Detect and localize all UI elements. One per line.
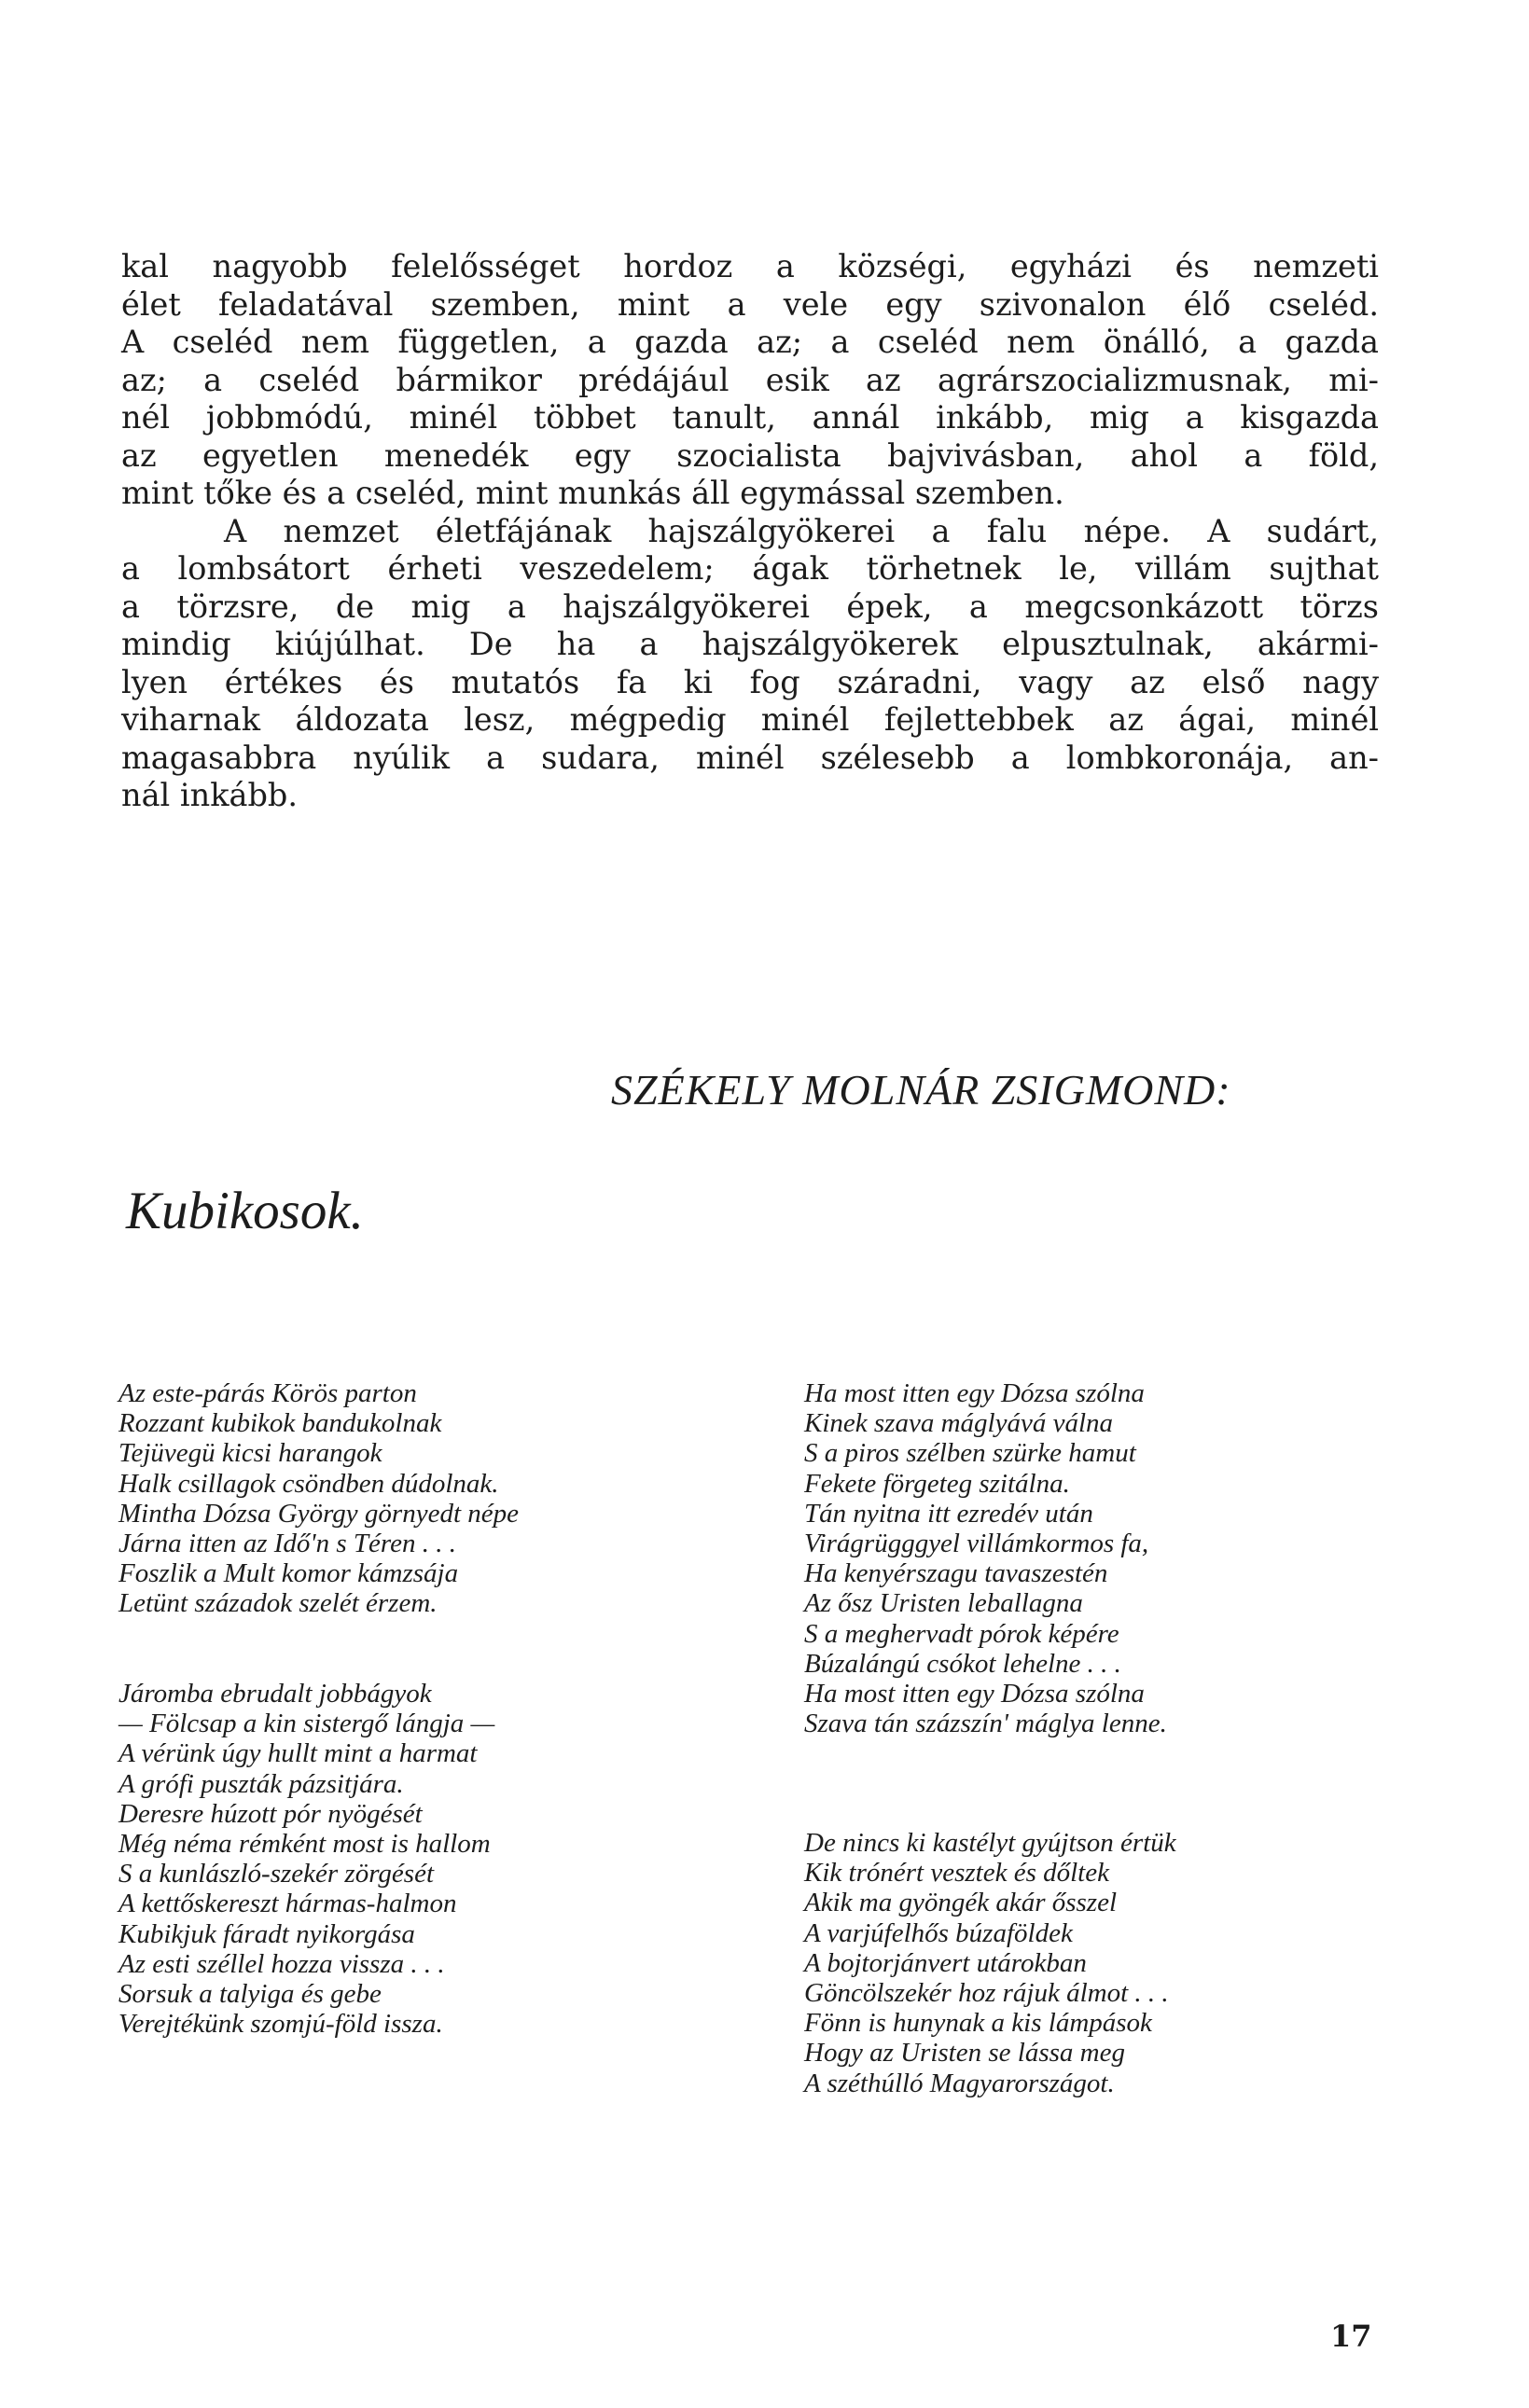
text-line: mint tőke és a cseléd, mint munkás áll egymással szemben. xyxy=(121,475,1064,511)
verse-line: S a piros szélben szürke hamut xyxy=(804,1438,1136,1469)
verse-line: Kinek szava máglyává válna xyxy=(804,1408,1114,1439)
verse-line: A varjúfelhős búzaföldek xyxy=(804,1917,1073,1948)
verse-line: Hogy az Uristen se lássa meg xyxy=(804,2038,1125,2069)
verse-line: Ha most itten egy Dózsa szólna xyxy=(804,1679,1145,1709)
verse-line: Akik ma gyöngék akár ősszel xyxy=(804,1888,1118,1918)
text-line: lyen értékes és mutatós fa ki fog száradni, vagy az első nagy xyxy=(121,663,1379,700)
verse-line: Az ősz Uristen leballagna xyxy=(804,1588,1083,1619)
text-line: A cseléd nem független, a gazda az; a cseléd nem önálló, a gazda xyxy=(121,324,1379,360)
verse-line: A grófi puszták pázsitjára. xyxy=(118,1768,404,1799)
verse-line: Tejüvegü kicsi harangok xyxy=(118,1438,382,1469)
verse-line: Sorsuk a talyiga és gebe xyxy=(118,1979,382,2010)
page-number: 17 xyxy=(1330,2318,1372,2354)
verse-line: Verejtékünk szomjú-föld issza. xyxy=(118,2009,443,2040)
poem-stanza xyxy=(804,1828,1176,2098)
text-line: az egyetlen menedék egy szocialista bajvivásban, ahol a föld, xyxy=(121,436,1379,474)
verse-line: — Fölcsap a kin sistergő lángja — xyxy=(118,1709,495,1739)
text-line: nél jobbmódú, minél többet tanult, annál inkább, mig a kisgazda xyxy=(121,399,1379,436)
verse-line: Ha most itten egy Dózsa szólna xyxy=(804,1378,1145,1408)
verse-line: Deresre húzott pór nyögését xyxy=(118,1798,423,1829)
text-line: A nemzet életfájának hajszálgyökerei a falu népe. A sudárt, xyxy=(224,512,1379,549)
verse-line: Ha kenyérszagu tavaszestén xyxy=(804,1558,1108,1589)
verse-line: Járna itten az Idő'n s Téren . . . xyxy=(118,1529,456,1559)
verse-line: Búzalángú csókot lehelne . . . xyxy=(804,1648,1121,1679)
verse-line: Rozzant kubikok bandukolnak xyxy=(118,1408,442,1439)
paragraph-1 xyxy=(121,248,1379,513)
verse-line: S a meghervadt pórok képére xyxy=(804,1618,1119,1649)
verse-line: Göncölszekér hoz rájuk álmot . . . xyxy=(804,1978,1169,2009)
paragraph-2 xyxy=(121,513,1379,815)
text-line: az; a cseléd bármikor prédájául esik az agrárszocializmusnak, mi- xyxy=(121,361,1379,398)
text-line: nál inkább. xyxy=(121,777,299,813)
author-name: SZÉKELY MOLNÁR ZSIGMOND: xyxy=(611,1066,1231,1114)
prose-text xyxy=(121,248,1379,815)
verse-line: Még néma rémként most is hallom xyxy=(118,1829,491,1860)
verse-line: Mintha Dózsa György görnyedt népe xyxy=(118,1498,520,1529)
text-line: a törzsre, de mig a hajszálgyökerei épek, a megcsonkázott törzs xyxy=(121,588,1379,625)
poem-stanza xyxy=(118,1679,494,2039)
verse-line: Az este-párás Körös parton xyxy=(118,1378,417,1408)
verse-line: A széthúlló Magyarországot. xyxy=(804,2068,1115,2098)
verse-line: A vérünk úgy hullt mint a harmat xyxy=(118,1738,478,1769)
verse-line: S a kunlászló-szekér zörgését xyxy=(118,1859,435,1889)
poem-stanza xyxy=(804,1378,1167,1738)
verse-line: De nincs ki kastélyt gyújtson értük xyxy=(804,1828,1176,1858)
verse-line: Fönn is hunynak a kis lámpások xyxy=(804,2008,1152,2039)
verse-line: Kik trónért vesztek és dőltek xyxy=(804,1858,1109,1889)
verse-line: Járomba ebrudalt jobbágyok xyxy=(118,1679,432,1709)
verse-line: Tán nyitna itt ezredév után xyxy=(804,1498,1093,1529)
text-line: élet feladatával szemben, mint a vele egy szivonalon élő cseléd. xyxy=(121,285,1379,323)
verse-line: Halk csillagok csöndben dúdolnak. xyxy=(118,1468,499,1499)
verse-line: Letünt századok szelét érzem. xyxy=(118,1588,438,1619)
text-line: viharnak áldozata lesz, mégpedig minél fejlettebbek az ágai, minél xyxy=(121,701,1379,738)
verse-line: A kettőskereszt hármas-halmon xyxy=(118,1889,457,1919)
text-line: mindig kiújúlhat. De ha a hajszálgyökerek elpusztulnak, akármi- xyxy=(121,626,1379,662)
verse-line: A bojtorjánvert utárokban xyxy=(804,1947,1087,1978)
verse-line: Kubikjuk fáradt nyikorgása xyxy=(118,1918,415,1949)
verse-line: Az esti széllel hozza vissza . . . xyxy=(118,1948,445,1979)
text-line: a lombsátort érheti veszedelem; ágak törhetnek le, villám sujthat xyxy=(121,550,1379,587)
verse-line: Foszlik a Mult komor kámzsája xyxy=(118,1558,459,1589)
poem-title: Kubikosok. xyxy=(126,1182,364,1240)
text-line: magasabbra nyúlik a sudara, minél szélesebb a lombkoronája, an- xyxy=(121,739,1379,776)
verse-line: Szava tán százszín' máglya lenne. xyxy=(804,1709,1167,1739)
text-line: kal nagyobb felelősséget hordoz a községi, egyházi és nemzeti xyxy=(121,248,1379,284)
verse-line: Fekete förgeteg szitálna. xyxy=(804,1468,1070,1499)
verse-line: Virágrügggyel villámkormos fa, xyxy=(804,1529,1149,1559)
poem-stanza xyxy=(118,1378,519,1619)
